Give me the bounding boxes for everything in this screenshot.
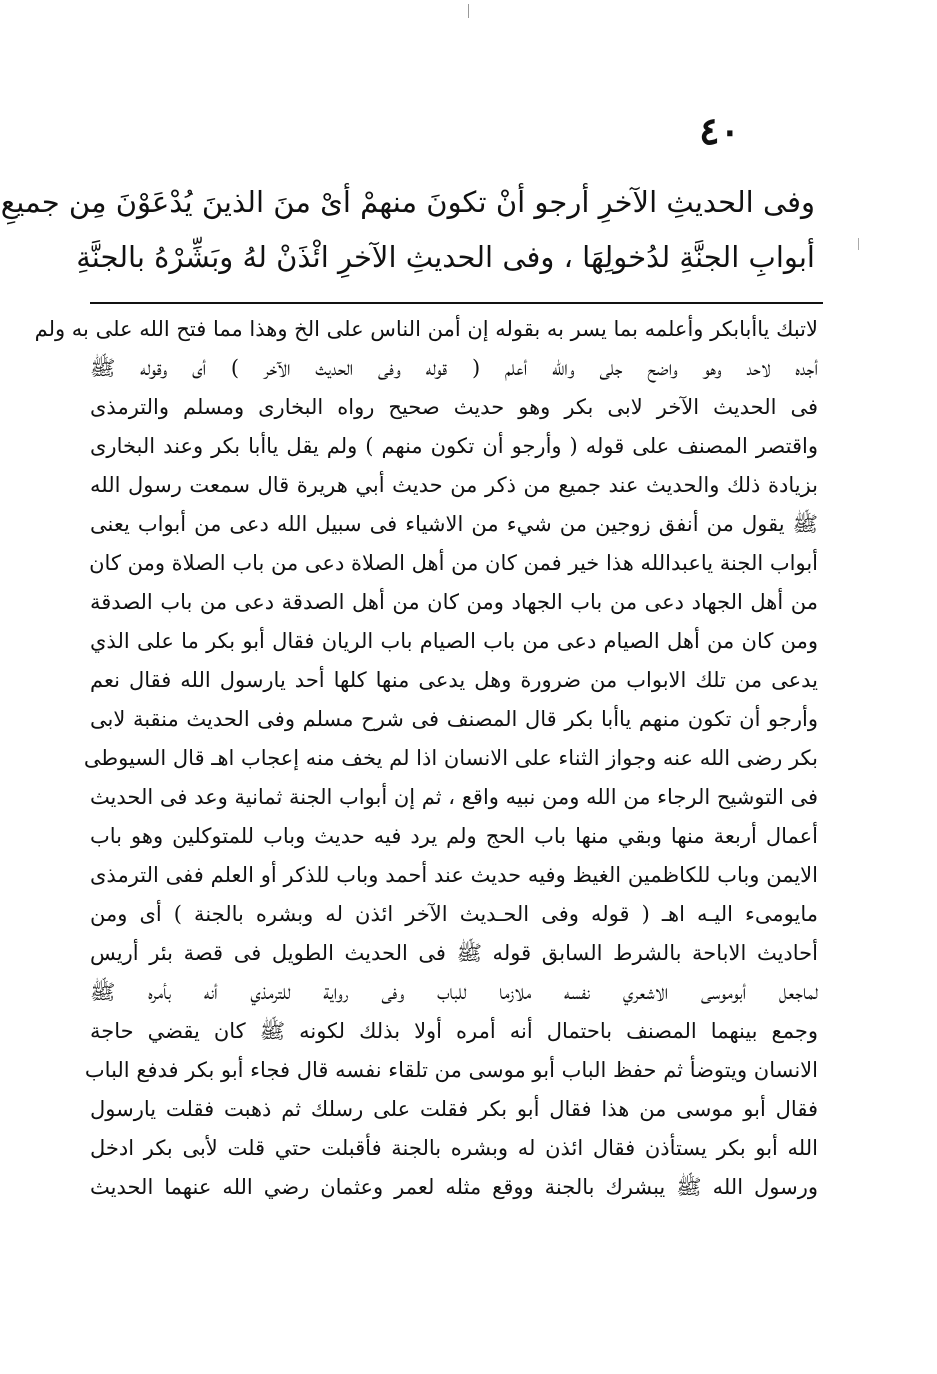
commentary-line: ﷺ يقول من أنفق زوجين من شيء من الاشياء فى سبيل الله دعى من أبواب يعنى xyxy=(90,512,818,536)
commentary-line: مايومىء اليـه اهـ ( قوله وفى الحـديث الآخر ائذن له وبشره بالجنة ) أى ومن xyxy=(90,902,818,926)
page-number: ٤٠ xyxy=(699,108,740,153)
main-text-block xyxy=(0,175,815,285)
commentary-line: فى الحديث الآخر لابى بكر وهو حديث صحيح رواه البخارى ومسلم والترمذى xyxy=(90,395,818,419)
commentary-line: أجده لاحد وهو واضح جلى والله أعلم ( قوله وفى الحديث الآخر ) أى وقوله ﷺ xyxy=(90,356,818,380)
commentary-line: وجمع بينهما المصنف باحتمال أنه أمره أولا بذلك لكونه ﷺ كان يقضي حاجة xyxy=(90,1019,818,1043)
commentary-line: أعمال أربعة منها وبقي منها باب الحج ولم يرد فيه حديث وباب للمتوكلين وهو باب xyxy=(90,824,818,848)
commentary-line: وأرجو أن تكون منهم ياأبا بكر قال المصنف فى شرح مسلم وفى الحديث منقبة لابى xyxy=(90,707,818,731)
commentary-line: لماجعل أبوموسى الاشعري نفسه ملازما للباب وفى رواية للترمذي أنه بأمره ﷺ xyxy=(90,980,818,1004)
section-divider xyxy=(90,302,823,304)
commentary-line: لاتبك ياأبابكر وأعلمه بما يسر به بقوله إن أمن الناس على الخ وهذا مما فتح الله على به ولم xyxy=(34,317,818,341)
main-text-line: أبوابِ الجنَّةِ لدُخولِهَا ، وفى الحديثِ الآخرِ ائْذَنْ لهُ وبَشِّرْهُ بالجنَّةِ xyxy=(76,240,815,274)
commentary-line: بزيادة ذلك والحديث عند جميع من ذكر من حديث أبي هريرة قال سمعت رسول الله xyxy=(90,473,818,497)
commentary-block xyxy=(34,310,818,1207)
commentary-line: بكر رضى الله عنه وجواز الثناء على الانسان اذا لم يخف منه إعجاب اهـ قال السيوطى xyxy=(83,746,818,770)
commentary-line: ورسول الله ﷺ يبشرك بالجنة ووقع مثله لعمر وعثمان رضي الله عنهما الحديث xyxy=(90,1175,818,1199)
commentary-line: الايمن وباب للكاظمين الغيظ وفيه حديث عند أحمد وباب للذكر أو العلم ففى الترمذى xyxy=(90,863,818,887)
commentary-line: ومن كان من أهل الصيام دعى من باب الصيام باب الريان فقال أبو بكر ما على الذي xyxy=(90,629,818,653)
commentary-line: فقال أبو موسى من هذا فقال أبو بكر فقلت على رسلك ثم ذهبت فقلت يارسول xyxy=(90,1097,818,1121)
scan-edge-mark xyxy=(858,238,859,250)
main-text-line: وفى الحديثِ الآخرِ أرجو أنْ تكونَ منهمْ أىْ منَ الذينَ يُدْعَوْنَ مِن جميعِ xyxy=(0,185,815,219)
commentary-line: الانسان ويتوضأ ثم حفظ الباب أبو موسى من تلقاء نفسه قال فجاء أبو بكر فدفع الباب xyxy=(84,1058,818,1082)
commentary-line: فى التوشيح الرجاء من الله ومن نبيه واقع ، ثم إن أبواب الجنة ثمانية وعد فى الحديث xyxy=(89,785,818,809)
commentary-line: يدعى من تلك الابواب من ضرورة وهل يدعى منها كلها أحد يارسول الله فقال نعم xyxy=(90,668,818,692)
commentary-line: الله أبو بكر يستأذن فقال ائذن له وبشره بالجنة فأقبلت حتي قلت لأبى بكر ادخل xyxy=(90,1136,818,1160)
commentary-line: من أهل الجهاد دعى من باب الجهاد ومن كان من أهل الصدقة دعى من باب الصدقة xyxy=(90,590,818,614)
commentary-line: أحاديث الاباحة بالشرط السابق قوله ﷺ فى الحديث الطويل فى قصة بئر أريس xyxy=(90,941,818,965)
scan-tick-mark xyxy=(468,4,469,18)
commentary-line: واقتصر المصنف على قوله ( وأرجو أن تكون منهم ) ولم يقل ياأبا بكر وعند البخارى xyxy=(90,434,818,458)
commentary-line: أبواب الجنة ياعبدالله هذا خير فمن كان من أهل الصلاة دعى من باب الصلاة ومن كان xyxy=(89,551,818,575)
